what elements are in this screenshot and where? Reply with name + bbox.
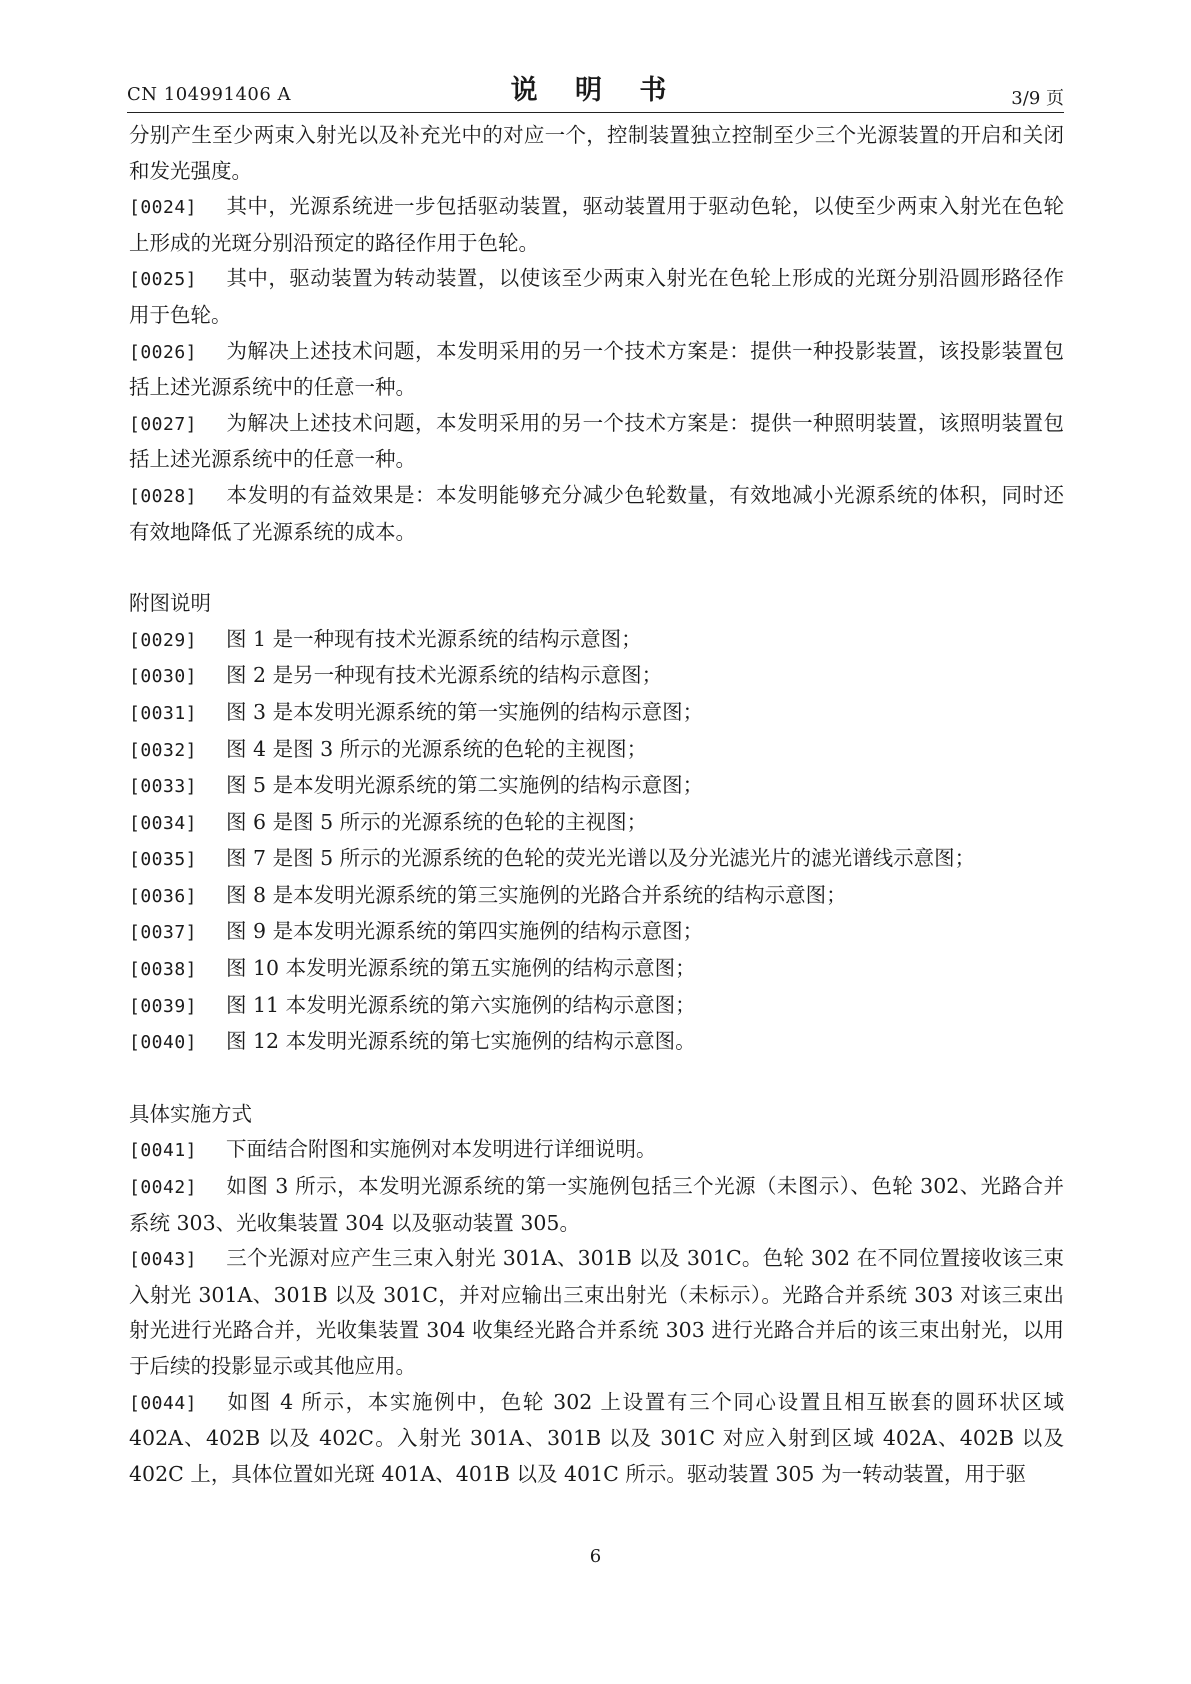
page-of-total: 3/9 页 <box>1011 88 1064 109</box>
paragraph-number: [0044] <box>129 1392 198 1414</box>
paragraph-number: [0035] <box>129 849 198 871</box>
page-number: 6 <box>589 1546 602 1567</box>
section-heading-embodiments: 具体实施方式 <box>129 1101 252 1126</box>
paragraph-text: 其中，光源系统进一步包括驱动装置，驱动装置用于驱动色轮，以使至少两束入射光在色轮上形成的光斑分别沿预定的路径作用于色轮。 <box>129 194 1064 255</box>
paragraph-number: [0043] <box>129 1249 198 1271</box>
paragraph-number: [0031] <box>129 702 198 724</box>
paragraph-text: 图 1 是一种现有技术光源系统的结构示意图； <box>226 626 642 651</box>
paragraph <box>129 622 1064 659</box>
paragraph-number: [0030] <box>129 666 198 688</box>
paragraph-text: 如图 3 所示，本发明光源系统的第一实施例包括三个光源（未图示）、色轮 302、光路合并系统 303、光收集装置 304 以及驱动装置 305。 <box>129 1174 1064 1235</box>
paragraph-number: [0041] <box>129 1140 198 1162</box>
page-header <box>127 64 1064 112</box>
paragraph <box>129 334 1064 406</box>
paragraph <box>129 951 1064 988</box>
paragraph-number: [0024] <box>129 197 198 219</box>
paragraph-text: 图 4 是图 3 所示的光源系统的色轮的主视图； <box>226 736 648 761</box>
paragraph <box>129 805 1064 842</box>
paragraph-number: [0036] <box>129 885 198 907</box>
paragraph <box>129 478 1064 550</box>
paragraph <box>129 189 1064 261</box>
document-body <box>129 118 1064 1492</box>
paragraph-text: 为解决上述技术问题，本发明采用的另一个技术方案是：提供一种投影装置，该投影装置包括上述光源系统中的任意一种。 <box>129 338 1064 400</box>
paragraph-number: [0027] <box>129 413 198 435</box>
paragraph-text: 图 12 本发明光源系统的第七实施例的结构示意图。 <box>226 1029 696 1054</box>
paragraph <box>129 988 1064 1025</box>
paragraph-number: [0033] <box>129 776 198 798</box>
paragraph-text: 分别产生至少两束入射光以及补充光中的对应一个，控制装置独立控制至少三个光源装置的开启和关闭和发光强度。 <box>129 123 1064 183</box>
paragraph <box>129 1024 1064 1061</box>
paragraph-text: 图 6 是图 5 所示的光源系统的色轮的主视图； <box>226 809 648 834</box>
paragraph <box>129 841 1064 878</box>
paragraph-number: [0032] <box>129 739 198 761</box>
paragraph-number: [0029] <box>129 629 198 651</box>
paragraph <box>129 878 1064 915</box>
paragraph <box>129 1169 1064 1241</box>
paragraph <box>129 261 1064 333</box>
paragraph-text: 图 2 是另一种现有技术光源系统的结构示意图； <box>226 663 663 688</box>
paragraph <box>129 732 1064 769</box>
paragraph <box>129 768 1064 805</box>
paragraph-number: [0028] <box>129 485 198 507</box>
paragraph-text: 为解决上述技术问题，本发明采用的另一个技术方案是：提供一种照明装置，该照明装置包括上述光源系统中的任意一种。 <box>129 410 1064 472</box>
paragraph-text: 下面结合附图和实施例对本发明进行详细说明。 <box>226 1137 657 1162</box>
document-id: CN 104991406 A <box>127 84 292 105</box>
section-heading-figures: 附图说明 <box>129 591 211 616</box>
paragraph-text: 图 5 是本发明光源系统的第二实施例的结构示意图； <box>226 773 704 798</box>
paragraph-text: 图 11 本发明光源系统的第六实施例的结构示意图； <box>226 992 696 1017</box>
paragraph-text: 本发明的有益效果是：本发明能够充分减少色轮数量，有效地减小光源系统的体积，同时还有效地降低了光源系统的成本。 <box>129 482 1064 544</box>
paragraph-number: [0037] <box>129 922 198 944</box>
paragraph <box>129 658 1064 695</box>
paragraph-text: 图 9 是本发明光源系统的第四实施例的结构示意图； <box>226 919 704 944</box>
paragraph-number: [0034] <box>129 812 198 834</box>
paragraph-text: 其中，驱动装置为转动装置，以使该至少两束入射光在色轮上形成的光斑分别沿圆形路径作用于色轮。 <box>129 266 1064 327</box>
paragraph-text: 图 8 是本发明光源系统的第三实施例的光路合并系统的结构示意图； <box>226 882 847 907</box>
paragraph-text: 图 7 是图 5 所示的光源系统的色轮的荧光光谱以及分光滤光片的滤光谱线示意图； <box>226 846 976 871</box>
paragraph-text: 图 10 本发明光源系统的第五实施例的结构示意图； <box>226 956 696 981</box>
paragraph-number: [0042] <box>129 1177 198 1199</box>
paragraph-text: 如图 4 所示，本实施例中，色轮 302 上设置有三个同心设置且相互嵌套的圆环状区域 402A、402B 以及 402C。入射光 301A、301B 以及 301C 对应入射到区域 402A、402B 以及 402C 上，具体位置如光斑 401A、401B 以及 401C 所示。驱动装置 305 为一转动装置，用于驱 <box>129 1389 1064 1486</box>
paragraph <box>129 406 1064 478</box>
paragraph-number: [0039] <box>129 995 198 1017</box>
paragraph-text: 图 3 是本发明光源系统的第一实施例的结构示意图； <box>226 699 704 724</box>
paragraph <box>129 914 1064 951</box>
paragraph <box>129 1132 1064 1169</box>
paragraph-number: [0026] <box>129 341 198 363</box>
paragraph <box>129 695 1064 732</box>
paragraph-number: [0040] <box>129 1032 198 1054</box>
paragraph <box>129 1385 1064 1493</box>
document-title: 说 明 书 <box>510 75 681 106</box>
header-divider <box>127 112 1064 113</box>
paragraph-number: [0038] <box>129 959 198 981</box>
paragraph <box>129 1241 1064 1384</box>
paragraph <box>129 118 1064 189</box>
paragraph-text: 三个光源对应产生三束入射光 301A、301B 以及 301C。色轮 302 在不同位置接收该三束入射光 301A、301B 以及 301C，并对应输出三束出射光（未标示）。光路合并系统 303 对该三束出射光进行光路合并，光收集装置 304 收集经光路合并系统 303 进行光路合并后的该三束出射光，以用于后续的投影显示或其他应用。 <box>129 1246 1064 1378</box>
paragraph-number: [0025] <box>129 269 198 291</box>
